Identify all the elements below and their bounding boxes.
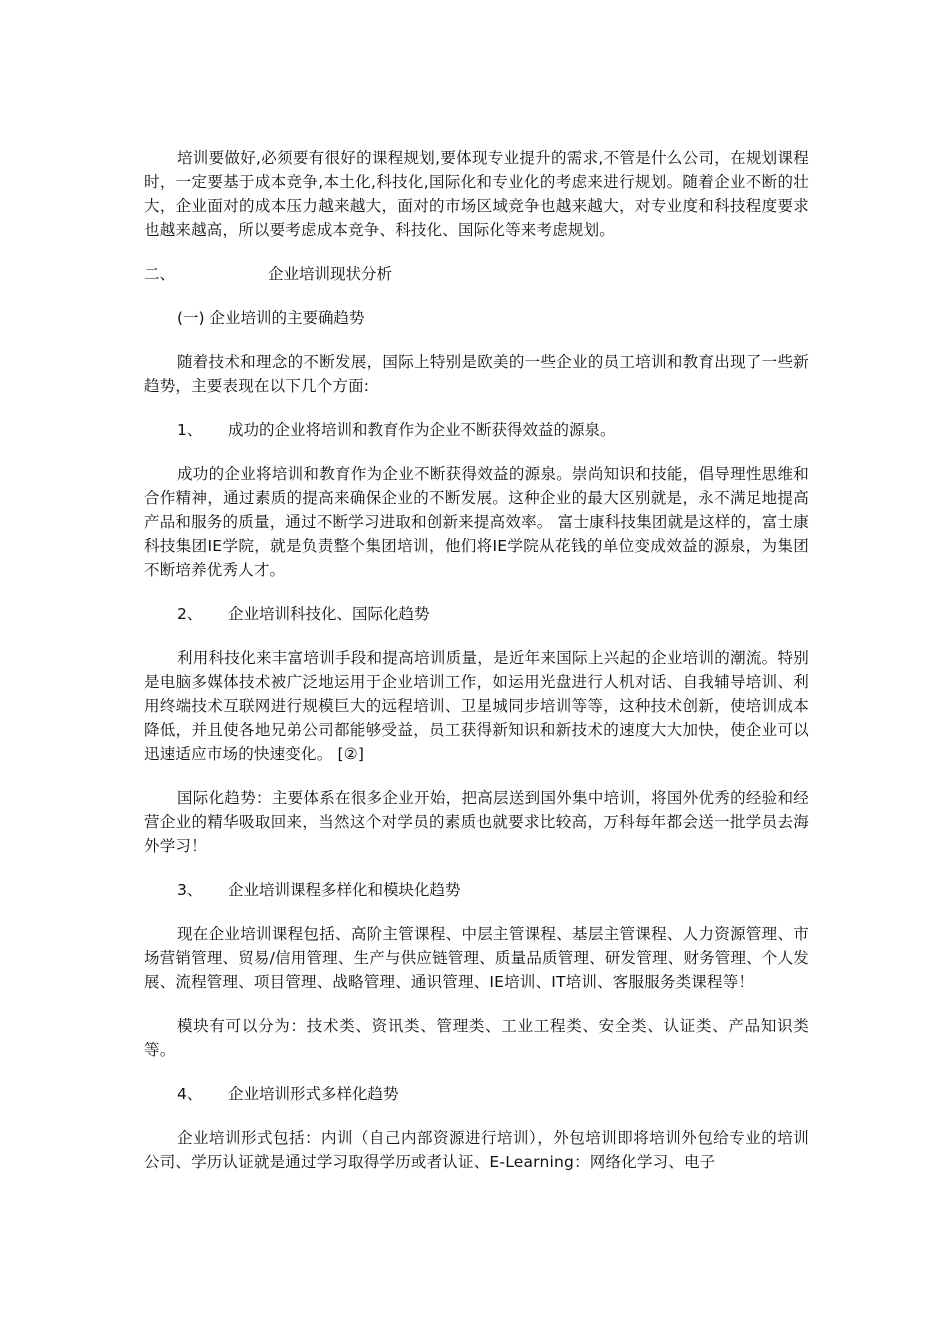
- item2-paragraph-technology: 利用科技化来丰富培训手段和提高培训质量，是近年来国际上兴起的企业培训的潮流。特别是电脑多媒体技术被广泛地运用于企业培训工作，如运用光盘进行人机对话、自我辅导培训、利用终端技术互联网进行规模巨大的远程培训、卫星城同步培训等等，这种技术创新，使培训成本降低，并且使各地兄弟公司都能够受益，员工获得新知识和新技术的速度大大加快，使企业可以迅速适应市场的快速变化。 [②]: [144, 649, 809, 763]
- item2-number: 2、: [177, 605, 203, 623]
- subsection-one-heading: (一) 企业培训的主要确趋势: [177, 309, 365, 327]
- section-two-number: 二、: [144, 265, 176, 283]
- item3-number: 3、: [177, 881, 203, 899]
- item1-number: 1、: [177, 421, 203, 439]
- item2-paragraph-international: 国际化趋势：主要体系在很多企业开始，把高层送到国外集中培训，将国外优秀的经验和经营企业的精华吸取回来，当然这个对学员的素质也就要求比较高，万科每年都会送一批学员去海外学习！: [144, 789, 809, 855]
- document-page: [144, 146, 809, 1194]
- item1-title: 成功的企业将培训和教育作为企业不断获得效益的源泉。: [228, 421, 616, 439]
- item2-heading: [177, 602, 809, 626]
- item3-heading: [177, 878, 809, 902]
- item1-paragraph: 成功的企业将培训和教育作为企业不断获得效益的源泉。崇尚知识和技能，倡导理性思维和合作精神，通过素质的提高来确保企业的不断发展。这种企业的最大区别就是，永不满足地提高产品和服务的质量，通过不断学习进取和创新来提高效率。 富士康科技集团就是这样的，富士康科技集团IE学院，就是负责整个集团培训，他们将IE学院从花钱的单位变成效益的源泉，为集团不断培养优秀人才。: [144, 465, 809, 579]
- trend-intro-paragraph: 随着技术和理念的不断发展，国际上特别是欧美的一些企业的员工培训和教育出现了一些新趋势，主要表现在以下几个方面:: [144, 353, 809, 395]
- item3-title: 企业培训课程多样化和模块化趋势: [228, 881, 461, 899]
- item4-heading: [177, 1082, 809, 1106]
- intro-paragraph: 培训要做好,必须要有很好的课程规划,要体现专业提升的需求,不管是什么公司，在规划课程时，一定要基于成本竞争,本土化,科技化,国际化和专业化的考虑来进行规划。随着企业不断的壮大，企业面对的成本压力越来越大，面对的市场区域竞争也越来越大，对专业度和科技程度要求也越来越高，所以要考虑成本竞争、科技化、国际化等来考虑规划。: [144, 149, 809, 239]
- item3-paragraph-courses: 现在企业培训课程包括、高阶主管课程、中层主管课程、基层主管课程、人力资源管理、市场营销管理、贸易/信用管理、生产与供应链管理、质量品质管理、研发管理、财务管理、个人发展、流程管理、项目管理、战略管理、通识管理、IE培训、IT培训、客服服务类课程等！: [144, 925, 809, 991]
- item2-title: 企业培训科技化、国际化趋势: [228, 605, 430, 623]
- section-two-title: 企业培训现状分析: [268, 265, 393, 283]
- section-two-heading: [144, 262, 809, 286]
- item4-number: 4、: [177, 1085, 203, 1103]
- item4-title: 企业培训形式多样化趋势: [228, 1085, 399, 1103]
- item1-heading: [177, 418, 809, 442]
- item3-paragraph-modules: 模块有可以分为：技术类、资讯类、管理类、工业工程类、安全类、认证类、产品知识类等。: [144, 1017, 809, 1059]
- item4-paragraph: 企业培训形式包括：内训（自己内部资源进行培训），外包培训即将培训外包给专业的培训公司、学历认证就是通过学习取得学历或者认证、E-Learning：网络化学习、电子: [144, 1129, 809, 1171]
